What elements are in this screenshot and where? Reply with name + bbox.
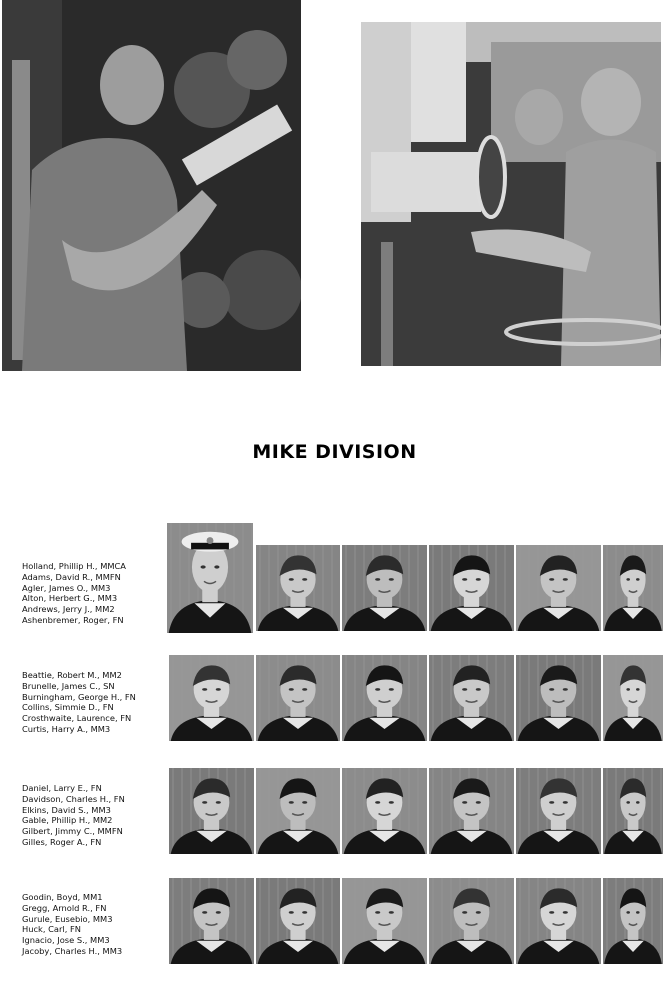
crew-portrait	[429, 878, 514, 964]
name-list-group-4	[22, 892, 172, 957]
crew-portrait	[256, 545, 340, 631]
crew-name: Alton, Herbert G., MM3	[22, 593, 118, 604]
crew-portrait	[169, 878, 254, 964]
crew-name: Collins, Simmie D., FN	[22, 702, 114, 713]
crew-name: Davidson, Charles H., FN	[22, 793, 125, 804]
crew-name: Huck, Carl, FN	[22, 924, 81, 935]
crew-portrait	[429, 655, 514, 741]
name-list-group-1	[22, 561, 172, 626]
crew-portrait	[342, 768, 427, 854]
crew-name: Burningham, George H., FN	[22, 691, 136, 702]
crew-portrait	[429, 768, 514, 854]
crew-name: Gregg, Arnold R., FN	[22, 902, 107, 913]
crew-portrait	[342, 545, 427, 631]
crew-name: Andrews, Jerry J., MM2	[22, 604, 115, 615]
crew-name: Curtis, Harry A., MM3	[22, 723, 111, 734]
crew-name: Elkins, David S., MM3	[22, 804, 111, 815]
name-list-group-2	[22, 670, 172, 735]
crew-name: Crosthwaite, Laurence, FN	[22, 713, 132, 724]
crew-name: Gilbert, Jimmy C., MMFN	[22, 826, 123, 837]
crew-portrait	[516, 545, 601, 631]
crew-portrait	[516, 768, 601, 854]
crew-portrait	[342, 655, 427, 741]
division-title: MIKE DIVISION	[252, 441, 417, 463]
crew-portrait	[603, 768, 663, 854]
crew-name: Gable, Phillip H., MM2	[22, 815, 113, 826]
crew-portrait	[516, 878, 601, 964]
crew-name: Holland, Phillip H., MMCA	[22, 561, 126, 571]
name-list-group-3	[22, 783, 172, 848]
crew-name: Agler, James O., MM3	[22, 582, 111, 593]
crew-portrait	[516, 655, 601, 741]
crew-portrait	[256, 768, 340, 854]
photo-sailors-valve-wheel	[361, 22, 661, 366]
crew-portrait	[167, 523, 253, 633]
crew-portrait	[429, 545, 514, 631]
crew-name: Ashenbremer, Roger, FN	[22, 614, 124, 625]
crew-name: Beattie, Robert M., MM2	[22, 670, 122, 680]
crew-name: Brunelle, James C., SN	[22, 680, 115, 691]
photo-sailors-valve-wheel-image	[361, 22, 661, 366]
photo-sailor-clipboard-image	[2, 0, 301, 371]
crew-name: Gurule, Eusebio, MM3	[22, 913, 113, 924]
crew-portrait	[342, 878, 427, 964]
crew-name: Adams, David R., MMFN	[22, 571, 121, 582]
crew-portrait	[169, 655, 254, 741]
crew-name: Ignacio, Jose S., MM3	[22, 935, 110, 946]
crew-name: Jacoby, Charles H., MM3	[22, 945, 123, 956]
crew-name: Goodin, Boyd, MM1	[22, 892, 103, 902]
crew-portrait	[256, 878, 340, 964]
crew-portrait	[603, 655, 663, 741]
photo-sailor-clipboard	[2, 0, 301, 371]
crew-portrait	[603, 878, 663, 964]
crew-portrait	[603, 545, 663, 631]
crew-portrait	[256, 655, 340, 741]
crew-name: Daniel, Larry E., FN	[22, 783, 102, 793]
crew-name: Gilles, Roger A., FN	[22, 836, 102, 847]
crew-portrait	[169, 768, 254, 854]
